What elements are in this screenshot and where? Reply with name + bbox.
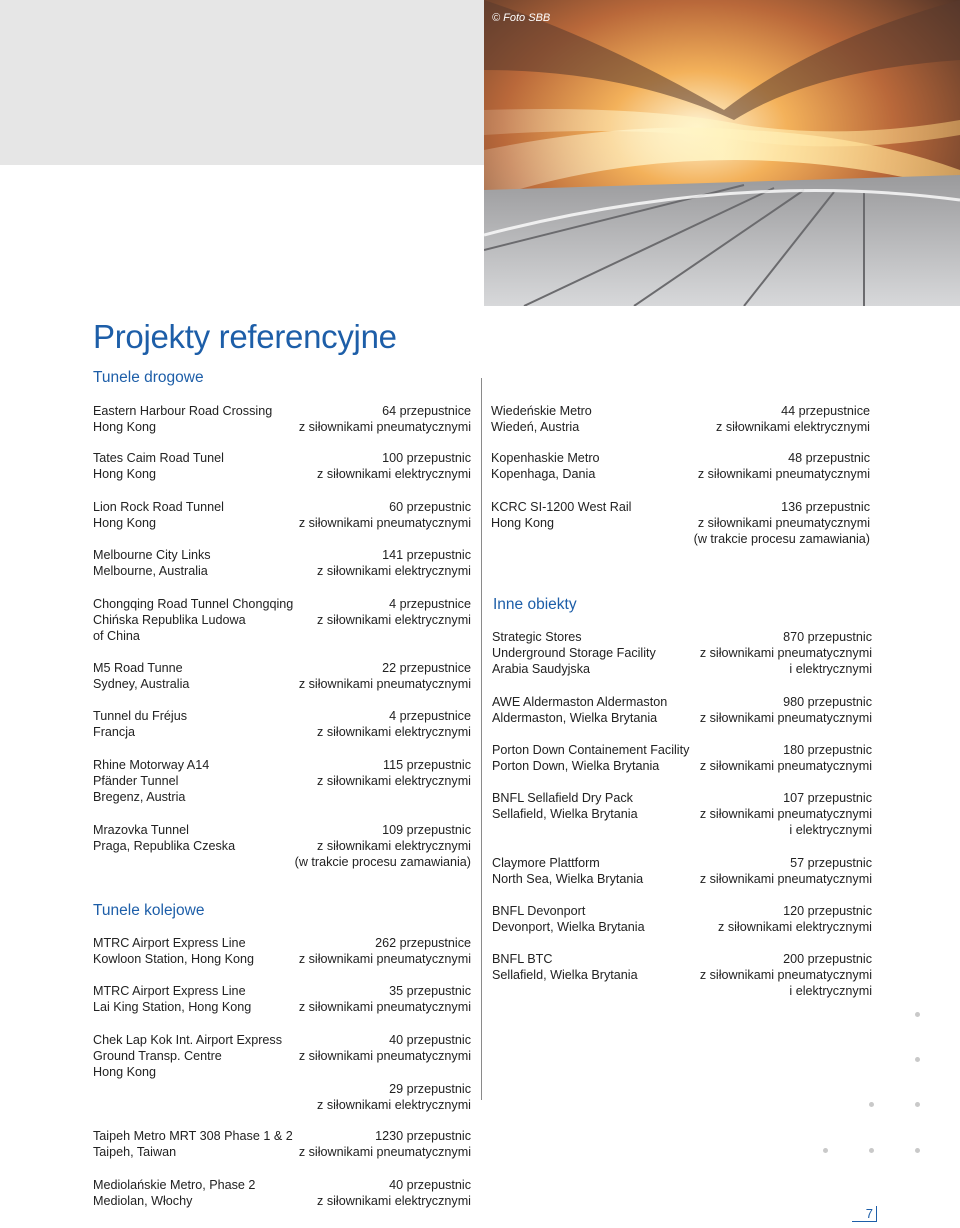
damper-line: 4 przepustnice [389,709,471,723]
location-line: Hong Kong [93,420,157,435]
reference-entry [93,1177,471,1209]
damper-line: z siłownikami pneumatycznymi [298,420,471,435]
location-line: MTRC Airport Express Line [93,936,246,950]
damper-line: z siłownikami pneumatycznymi [699,759,872,774]
reference-entry [93,596,471,645]
entry-dampers [700,742,872,774]
entry-location [93,499,224,531]
entry-location [492,903,645,935]
reference-entry [491,403,870,435]
reference-entry [492,855,872,887]
decorative-dot [915,1012,920,1017]
entry-dampers [317,596,471,628]
rail-tunnels-heading: Tunele kolejowe [93,902,205,919]
damper-line: 4 przepustnice [389,597,471,611]
entry-dampers [299,1128,471,1160]
damper-line: z siłownikami pneumatycznymi [699,646,872,661]
location-line: BNFL Devonport [492,904,586,918]
reference-entry [492,951,872,1000]
page-number: 7 [852,1206,877,1222]
damper-line: i elektrycznymi [789,823,872,838]
decorative-dot [869,1148,874,1153]
reference-entry [93,450,471,482]
damper-line: 35 przepustnic [389,984,471,998]
damper-line: z siłownikami elektrycznymi [718,920,872,935]
damper-line: z siłownikami pneumatycznymi [697,516,870,531]
location-line: Mediolan, Włochy [93,1194,193,1209]
entry-dampers [317,757,471,789]
entry-location [492,790,638,822]
location-line: BNFL Sellafield Dry Pack [492,791,633,805]
location-line: Wiedeńskie Metro [491,404,592,418]
damper-line: 57 przepustnic [790,856,872,870]
reference-entry [93,983,471,1015]
damper-line: 980 przepustnic [783,695,872,709]
reference-entry [492,742,872,774]
location-line: Mediolańskie Metro, Phase 2 [93,1178,256,1192]
damper-line: z siłownikami pneumatycznymi [699,711,872,726]
damper-line: z siłownikami elektrycznymi [317,613,471,628]
location-line: Strategic Stores [492,630,582,644]
entry-location [492,855,643,887]
entry-location [491,403,592,435]
damper-line: i elektrycznymi [789,984,872,999]
location-line: Tates Caim Road Tunel [93,451,224,465]
damper-line: 120 przepustnic [783,904,872,918]
location-line: Claymore Plattform [492,856,600,870]
entry-location [93,935,254,967]
reference-entry [93,403,471,435]
location-line: Kopenhaskie Metro [491,451,600,465]
location-line: Kowloon Station, Hong Kong [93,952,255,967]
reference-entry [93,757,471,806]
damper-line: 115 przepustnic [383,758,471,772]
damper-line: z siłownikami elektrycznymi [317,774,471,789]
location-line: Porton Down, Wielka Brytania [492,759,660,774]
damper-line: i elektrycznymi [789,662,872,677]
entry-dampers [299,660,471,692]
damper-line: 48 przepustnic [788,451,870,465]
decorative-dot [915,1057,920,1062]
column-divider [481,378,482,1100]
damper-line: z siłownikami pneumatycznymi [697,467,870,482]
location-line: Aldermaston, Wielka Brytania [492,711,658,726]
entry-dampers [694,499,870,548]
location-line: BNFL BTC [492,952,553,966]
entry-location [491,499,631,531]
damper-line: z siłownikami pneumatycznymi [298,1000,471,1015]
entry-location [492,951,638,983]
damper-line: z siłownikami elektrycznymi [317,725,471,740]
entry-location [93,983,251,1015]
entry-location [93,1032,282,1081]
location-line: Melbourne, Australia [93,564,208,579]
damper-line: 1230 przepustnic [375,1129,471,1143]
damper-line [299,1064,471,1080]
location-line: Chongqing Road Tunnel Chongqing [93,597,294,611]
location-line: Chek Lap Kok Int. Airport Express [93,1033,282,1047]
location-line: Wiedeń, Austria [491,420,580,435]
damper-line: z siłownikami elektrycznymi [317,839,471,854]
decorative-dot [915,1102,920,1107]
location-line: Taipeh, Taiwan [93,1145,177,1160]
damper-line: z siłownikami pneumatycznymi [699,807,872,822]
location-line: Melbourne City Links [93,548,211,562]
page-title: Projekty referencyjne [93,318,397,355]
damper-line: 107 przepustnic [783,791,872,805]
location-line: Kopenhaga, Dania [491,467,596,482]
location-line: MTRC Airport Express Line [93,984,246,998]
location-line: Hong Kong [93,516,157,531]
damper-line: 60 przepustnic [389,500,471,514]
location-line: Ground Transp. Centre [93,1049,222,1064]
damper-line: 262 przepustnice [375,936,471,950]
decorative-dot [823,1148,828,1153]
reference-entry [93,1032,471,1113]
location-line: Chińska Republika Ludowa [93,613,246,628]
entry-dampers [700,790,872,839]
location-line: Taipeh Metro MRT 308 Phase 1 & 2 [93,1129,293,1143]
entry-location [93,1128,293,1160]
reference-entry [93,660,471,692]
damper-line: z siłownikami pneumatycznymi [298,1145,471,1160]
entry-location [93,1177,255,1209]
entry-dampers [718,903,872,935]
entry-location [93,757,209,806]
location-line: Tunnel du Fréjus [93,709,188,723]
location-line: Hong Kong [93,467,157,482]
location-line: Eastern Harbour Road Crossing [93,404,273,418]
damper-line: 141 przepustnic [382,548,471,562]
tunnel-photo [484,0,960,306]
entry-dampers [299,403,471,435]
location-line: Underground Storage Facility [492,646,656,661]
location-line: Hong Kong [93,1065,157,1080]
entry-dampers [317,708,471,740]
reference-entry [492,790,872,839]
road-tunnels-heading: Tunele drogowe [93,369,204,386]
location-line: Bregenz, Austria [93,790,186,805]
reference-entry [93,935,471,967]
entry-dampers [700,629,872,678]
damper-line: 40 przepustnic [389,1033,471,1047]
location-line: Rhine Motorway A14 [93,758,210,772]
entry-dampers [698,450,870,482]
entry-dampers [317,547,471,579]
damper-line: z siłownikami pneumatycznymi [298,952,471,967]
location-line: Mrazovka Tunnel [93,823,189,837]
location-line: of China [93,629,140,644]
location-line: KCRC SI-1200 West Rail [491,500,632,514]
damper-line: 64 przepustnice [382,404,471,418]
location-line: North Sea, Wielka Brytania [492,872,644,887]
damper-line: z siłownikami elektrycznymi [716,420,870,435]
entry-dampers [700,951,872,1000]
entry-location [492,742,689,774]
damper-line: z siłownikami elektrycznymi [317,1097,471,1112]
damper-line: (w trakcie procesu zamawiania) [294,855,471,870]
entry-location [491,450,600,482]
damper-line: 200 przepustnic [783,952,872,966]
damper-line: 136 przepustnic [781,500,870,514]
other-objects-heading: Inne obiekty [493,596,577,613]
damper-line: (w trakcie procesu zamawiania) [693,532,870,547]
entry-dampers [299,983,471,1015]
location-line: Lai King Station, Hong Kong [93,1000,252,1015]
damper-line: 22 przepustnice [382,661,471,675]
reference-entry [93,708,471,740]
location-line: M5 Road Tunne [93,661,183,675]
damper-line: 870 przepustnic [783,630,872,644]
entry-location [93,822,235,854]
damper-line: 29 przepustnic [389,1081,471,1096]
header-grey-band [0,0,484,165]
entry-location [492,694,667,726]
damper-line: 109 przepustnic [382,823,471,837]
entry-dampers [700,694,872,726]
reference-entry [492,903,872,935]
location-line: Hong Kong [491,516,555,531]
damper-line: z siłownikami pneumatycznymi [699,872,872,887]
decorative-dot [869,1102,874,1107]
reference-entry [491,499,870,548]
reference-entry [93,1128,471,1160]
entry-dampers [299,1032,471,1113]
decorative-dot [915,1148,920,1153]
entry-location [93,547,211,579]
location-line: Sellafield, Wielka Brytania [492,807,638,822]
entry-dampers [317,450,471,482]
entry-location [93,403,272,435]
damper-line: z siłownikami pneumatycznymi [298,677,471,692]
damper-line: z siłownikami elektrycznymi [317,564,471,579]
damper-line: 40 przepustnic [389,1178,471,1192]
entry-dampers [299,499,471,531]
location-line: Porton Down Containement Facility [492,743,690,757]
entry-location [93,708,187,740]
reference-entry [491,450,870,482]
photo-credit: © Foto SBB [492,12,551,24]
entry-dampers [299,935,471,967]
damper-line: z siłownikami pneumatycznymi [699,968,872,983]
reference-entry [492,629,872,678]
location-line: Sellafield, Wielka Brytania [492,968,638,983]
damper-line: 100 przepustnic [382,451,471,465]
entry-location [93,596,293,645]
location-line: Pfänder Tunnel [93,774,179,789]
reference-entry [492,694,872,726]
damper-line: z siłownikami elektrycznymi [317,1194,471,1209]
location-line: Lion Rock Road Tunnel [93,500,224,514]
damper-line: z siłownikami pneumatycznymi [298,516,471,531]
entry-dampers [317,1177,471,1209]
damper-line: 180 przepustnic [783,743,872,757]
reference-entry [93,822,471,871]
entry-location [93,660,189,692]
location-line: Arabia Saudyjska [492,662,591,677]
entry-dampers [716,403,870,435]
location-line: AWE Aldermaston Aldermaston [492,695,668,709]
damper-line: z siłownikami elektrycznymi [317,467,471,482]
damper-line: z siłownikami pneumatycznymi [298,1049,471,1064]
entry-location [492,629,656,678]
entry-dampers [700,855,872,887]
reference-entry [93,547,471,579]
location-line: Devonport, Wielka Brytania [492,920,645,935]
entry-dampers [295,822,471,871]
location-line: Sydney, Australia [93,677,190,692]
location-line: Praga, Republika Czeska [93,839,236,854]
damper-line: 44 przepustnice [781,404,870,418]
location-line: Francja [93,725,135,740]
entry-location [93,450,224,482]
reference-entry [93,499,471,531]
